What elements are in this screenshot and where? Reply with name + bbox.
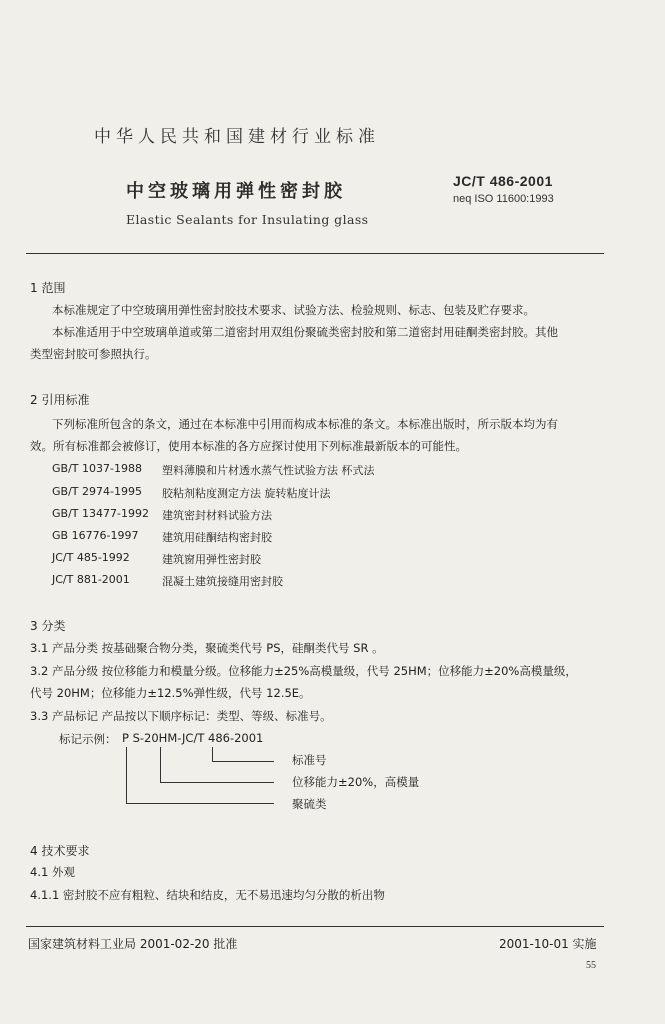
section-3-heading: 3 分类 <box>30 619 66 633</box>
bracket-type-horizontal <box>126 803 274 804</box>
equivalence-note: neq ISO 11600:1993 <box>453 193 554 205</box>
bracket-grade-horizontal <box>160 782 274 783</box>
reference-code: JC/T 881-2001 <box>52 573 130 586</box>
header-divider <box>26 253 604 254</box>
implementation-date: 2001-10-01 实施 <box>499 937 597 951</box>
bracket-std-horizontal <box>212 761 274 762</box>
clause-3-2: 3.2 产品分级 按位移能力和模量分级。位移能力±25%高模量级，代号 25HM；位移能力±20%高模量级， <box>30 664 577 678</box>
document-title-cn: 中空玻璃用弹性密封胶 <box>126 181 346 202</box>
clause-3-2-cont: 代号 20HM；位移能力±12.5%弹性级，代号 12.5E。 <box>30 686 311 700</box>
annotation-standard-number: 标准号 <box>292 753 327 767</box>
clause-3-1: 3.1 产品分类 按基础聚合物分类，聚硫类代号 PS，硅酮类代号 SR 。 <box>30 641 384 655</box>
bracket-type-vertical <box>126 747 127 803</box>
section-1-paragraph-1: 本标准规定了中空玻璃用弹性密封胶技术要求、试验方法、检验规则、标志、包装及贮存要求。 <box>52 303 535 317</box>
section-4-heading: 4 技术要求 <box>30 844 90 858</box>
approval-note: 国家建筑材料工业局 2001-02-20 批准 <box>28 937 238 951</box>
footer-divider <box>26 926 604 927</box>
bracket-std-vertical <box>212 747 213 761</box>
reference-title: 胶粘剂粘度测定方法 旋转粘度计法 <box>162 487 331 500</box>
page-number: 55 <box>586 960 596 971</box>
reference-title: 混凝土建筑接缝用密封胶 <box>162 575 283 588</box>
reference-code: GB/T 2974-1995 <box>52 485 142 498</box>
section-1-heading: 1 范围 <box>30 281 66 295</box>
section-2-heading: 2 引用标准 <box>30 393 90 407</box>
section-2-paragraph: 下列标准所包含的条文，通过在本标准中引用而构成本标准的条文。本标准出版时，所示版本均为有 <box>52 417 558 431</box>
standard-code: JC/T 486-2001 <box>453 173 553 189</box>
reference-title: 建筑窗用弹性密封胶 <box>162 553 261 566</box>
section-1-paragraph-2: 本标准适用于中空玻璃单道或第二道密封用双组份聚硫类密封胶和第二道密封用硅酮类密封胶。其他 <box>52 325 558 339</box>
clause-3-3: 3.3 产品标记 产品按以下顺序标记：类型、等级、标准号。 <box>30 709 332 723</box>
clause-4-1: 4.1 外观 <box>30 865 75 879</box>
document-title-en: Elastic Sealants for Insulating glass <box>126 212 369 227</box>
reference-code: GB/T 13477-1992 <box>52 507 149 520</box>
issuing-standard-category: 中华人民共和国建材行业标准 <box>94 127 380 147</box>
reference-title: 建筑密封材料试验方法 <box>162 509 272 522</box>
reference-code: GB/T 1037-1988 <box>52 462 142 475</box>
bracket-grade-vertical <box>160 747 161 782</box>
marking-example-label: 标记示例： <box>59 732 117 746</box>
reference-code: GB 16776-1997 <box>52 529 139 542</box>
annotation-grade: 位移能力±20%，高模量 <box>292 775 420 789</box>
reference-code: JC/T 485-1992 <box>52 551 130 564</box>
reference-title: 塑料薄膜和片材透水蒸气性试验方法 杯式法 <box>162 464 375 477</box>
marking-example-code: P S-20HM-JC/T 486-2001 <box>122 731 264 745</box>
section-1-paragraph-2-cont: 类型密封胶可参照执行。 <box>30 347 157 361</box>
section-2-paragraph-cont: 效。所有标准都会被修订，使用本标准的各方应探讨使用下列标准最新版本的可能性。 <box>30 439 467 453</box>
clause-4-1-1: 4.1.1 密封胶不应有粗粒、结块和结皮，无不易迅速均匀分散的析出物 <box>30 888 385 902</box>
annotation-type: 聚硫类 <box>292 797 327 811</box>
reference-title: 建筑用硅酮结构密封胶 <box>162 531 272 544</box>
